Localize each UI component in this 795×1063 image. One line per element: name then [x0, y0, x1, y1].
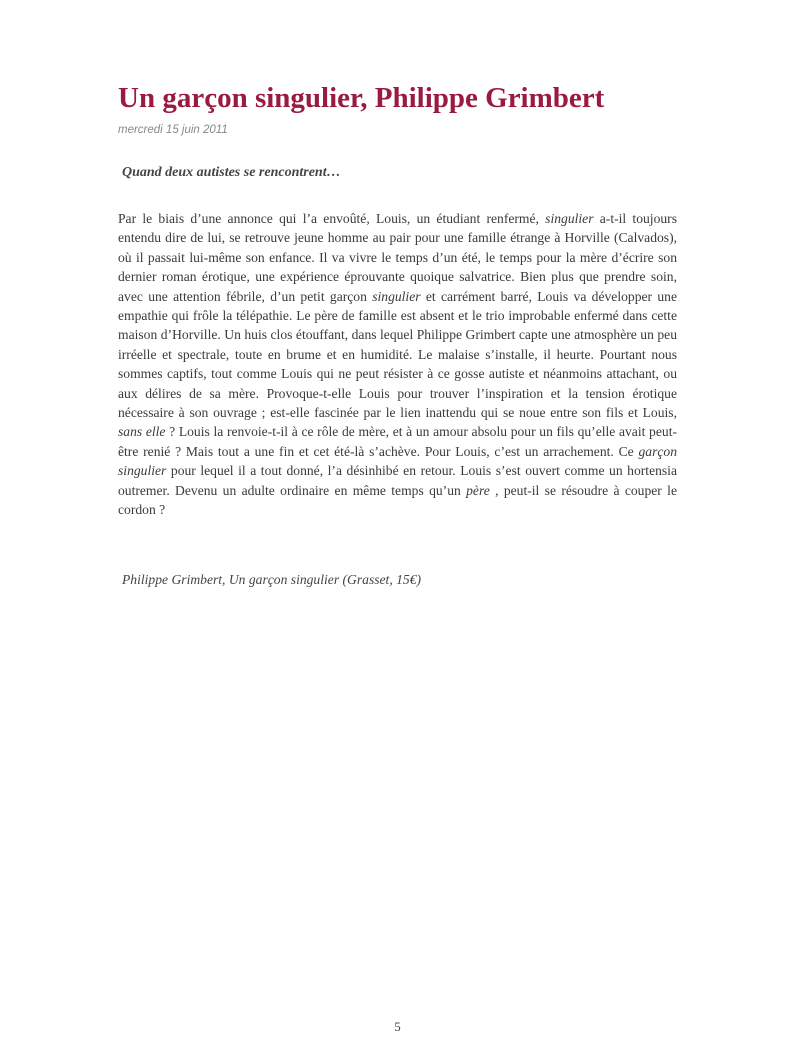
article-date: mercredi 15 juin 2011	[118, 124, 228, 136]
article-body	[118, 209, 677, 520]
body-text-5: pour lequel il a tout donné, l’a désinhibé en retour. Louis s’est ouvert comme un hortensia outremer. Devenu un adulte ordinaire en même temps qu’un	[118, 463, 677, 498]
article-title: Un garçon singulier, Philippe Grimbert	[118, 82, 605, 114]
body-text-1: Par le biais d’une annonce qui l’a envoûté, Louis, un étudiant renfermé,	[118, 211, 546, 226]
body-emphasis-4: garçon singulier	[118, 443, 677, 479]
body-emphasis-3: sans elle	[118, 424, 166, 440]
article-subtitle: Quand deux autistes se rencontrent…	[122, 165, 341, 180]
body-emphasis-5: père	[466, 482, 490, 498]
body-text-4: ? Louis la renvoie-t-il à ce rôle de mère, et à un amour absolu pour un fils qu’elle avait peut-être renié ? Mais tout a une fin et cet été-là s’achève. Pour Louis, c’est un arrachement. Ce	[118, 424, 677, 459]
body-emphasis-2: singulier	[372, 288, 421, 304]
page-number: 5	[394, 1019, 401, 1034]
book-credit: Philippe Grimbert, Un garçon singulier (Grasset, 15€)	[122, 572, 422, 587]
body-text-2: a-t-il toujours entendu dire de lui, se retrouve jeune homme au pair pour une famille étrange à Horville (Calvados), où il passait lui-même son enfance. Il va vivre le temps d’un été, le temps pour la mère d’écrire son dernier roman érotique, une expérience éprouvante quoique salvatrice. Bien plus que prendre soin, avec une attention fébrile, d’un petit garçon	[118, 211, 677, 304]
body-emphasis-1: singulier	[545, 211, 594, 226]
body-text-6: , peut-il se résoudre à couper le cordon ?	[118, 482, 677, 518]
body-text-3: et carrément barré, Louis va développer une empathie qui frôle la télépathie. Le père de famille est absent et le trio improbable enfermé dans cette maison d’Horville. Un huis clos étouffant, dans lequel Philippe Grimbert capte une atmosphère un peu irréelle et spectrale, toute en brume et en humidité. Le malaise s’installe, il heurte. Pourtant nous sommes captifs, tout comme Louis qui ne peut résister à ce gosse autiste et néanmoins attachant, ou aux délires de sa mère. Provoque-t-elle Louis pour trouver l’inspiration et la tension érotique nécessaire à son ouvrage ; est-elle fascinée par le lien inattendu qui se noue entre son fils et Louis,	[118, 288, 677, 421]
